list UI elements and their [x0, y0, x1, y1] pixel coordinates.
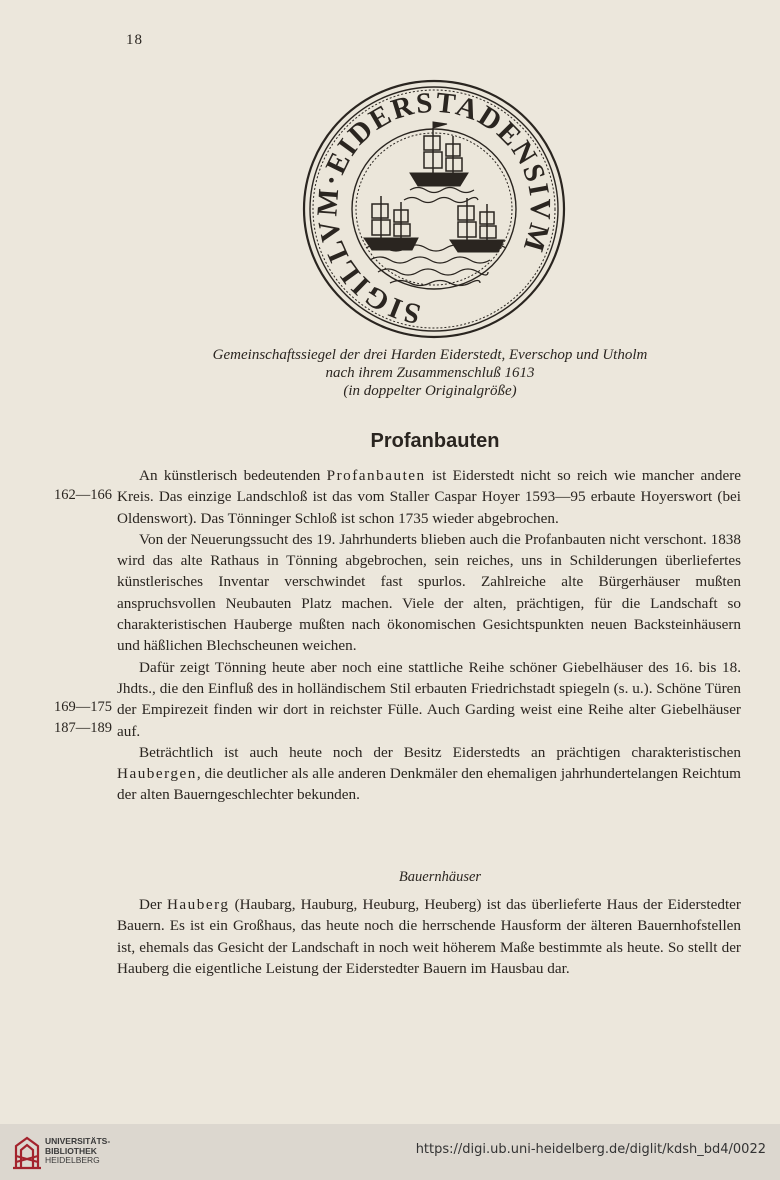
- margin-reference: 169—175: [54, 699, 112, 715]
- library-name[interactable]: UNIVERSITÄTS- BIBLIOTHEK HEIDELBERG: [45, 1136, 111, 1165]
- figure-caption: [150, 346, 710, 400]
- seal-illustration: [300, 78, 568, 340]
- paragraph: An künstlerisch bedeutenden Profanbauten ist Eiderstedt nicht so reich wie mancher andere Kreis. Das einzige Landschloß ist das vom Staller Caspar Hoyer 1593—95 erbaute Hoyerswort (bei Oldenswort). Das Tönninger Schloß ist schon 1735 wieder abgebrochen.: [117, 467, 741, 527]
- spaced-term: Hauberg: [166, 896, 230, 913]
- paragraph: Der Hauberg (Haubarg, Hauburg, Heuburg, Heuberg) ist das überlieferte Haus der Eiderstedter Bauern. Es ist ein Großhaus, das heute noch die herrschende Hausform der älteren Bauernhofstellen ist, ehemals das Gesicht der Landschaft in noch weit höherem Maße bestimmte als heute. So stellt der Hauberg die eigentliche Leistung der Eiderstedter Bauern im Hausbau dar.: [117, 896, 741, 977]
- paragraph: Dafür zeigt Tönning heute aber noch eine stattliche Reihe schöner Giebelhäuser des 16. bis 18. Jhdts., die den Einfluß des in holländischem Stil erbauten Friedrichstadt spiegeln (s. u.). Schöne Türen der Empirezeit finden wir dort in reichster Fülle. Auch Garding weist eine Reihe alter Giebelhäuser auf.: [117, 658, 741, 740]
- paragraph: Beträchtlich ist auch heute noch der Besitz Eiderstedts an prächtigen charakteristischen Haubergen, die deutlicher als alle anderen Denkmäler den ehemaligen jahrhundertelangen Reichtum der alten Bauerngeschlechter bekunden.: [117, 743, 741, 804]
- paragraph: Von der Neuerungssucht des 19. Jahrhunderts blieben auch die Profanbauten nicht verschont. 1838 wird das alte Rathaus in Tönning abgebrochen, sein reiches, uns in Schilderungen überliefertes künstlerisches Inventar verschwindet fast spurlos. Zahlreiche alte Bürgerhäuser mußten anspruchsvollen Neubauten Platz machen. Viele der alten, prächtigen, für die Landschaft so charakteristischen Hauberge mußten nach ökonomischen Gesichtspunkten neuen Backsteinhäusern und häßlichen Blechscheunen weichen.: [117, 530, 741, 655]
- margin-reference: 187—189: [54, 720, 112, 736]
- caption-line: (in doppelter Originalgröße): [343, 383, 517, 399]
- spaced-term: Profanbauten: [326, 467, 426, 484]
- caption-line: Gemeinschaftssiegel der drei Harden Eiderstedt, Everschop und Utholm: [212, 347, 648, 363]
- subsection-heading: Bauernhäuser: [398, 869, 482, 885]
- caption-line: nach ihrem Zusammenschluß 1613: [325, 365, 535, 381]
- spaced-term: Haubergen: [117, 765, 197, 783]
- page-url-link[interactable]: https://digi.ub.uni-heidelberg.de/diglit/kdsh_bd4/0022: [415, 1142, 766, 1157]
- subsection-body: [117, 894, 741, 979]
- viewer-footer: [0, 1124, 780, 1180]
- page-number: 18: [126, 32, 143, 48]
- library-logo-icon[interactable]: [10, 1132, 44, 1172]
- section-heading: Profanbauten: [370, 430, 500, 452]
- section-body: [117, 465, 741, 806]
- margin-reference: 162—166: [54, 487, 112, 503]
- svg-text:SIGILLVM·EIDERSTADENSIVM: SIGILLVM·EIDERSTADENSIVM: [311, 86, 557, 331]
